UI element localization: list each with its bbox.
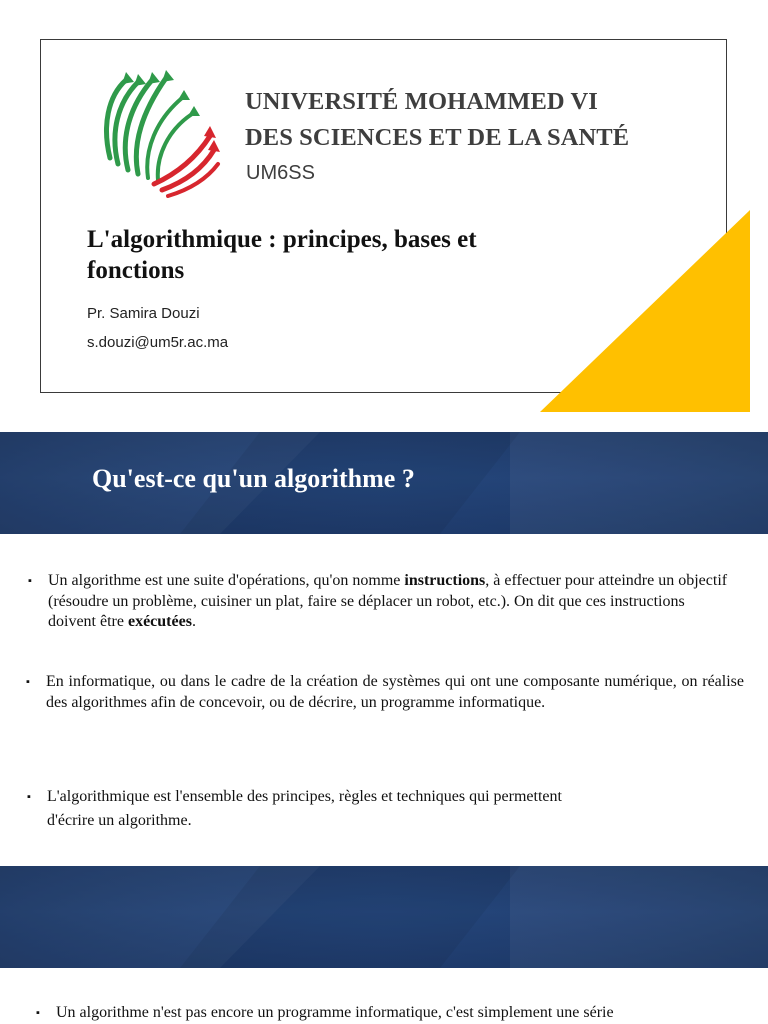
bullet-marker: ▪	[36, 1007, 40, 1019]
bullet-marker: ▪	[28, 575, 32, 587]
list-item: ▪ Un algorithme n'est pas encore un programme informatique, c'est simplement une série	[36, 1004, 614, 1021]
slide-heading: Qu'est-ce qu'un algorithme ?	[92, 464, 415, 493]
accent-triangle	[540, 210, 750, 412]
author-name: Pr. Samira Douzi	[87, 305, 200, 322]
list-item: ▪ L'algorithmique est l'ensemble des principes, règles et techniques qui permettent d'écrire un algorithme.	[27, 788, 562, 829]
university-logo-icon	[96, 66, 222, 198]
university-name-line2: DES SCIENCES ET DE LA SANTÉ	[245, 124, 630, 151]
banner-texture	[0, 866, 768, 968]
bullet-marker: ▪	[27, 791, 31, 803]
title-slide	[0, 0, 768, 432]
section-banner	[0, 866, 768, 968]
list-item: ▪ Un algorithme est une suite d'opérations, qu'on nomme instructions, à effectuer pour atteindre un objectif (résoudre un problème, cuisiner un plat, faire se déplacer un robot, etc.). On dit que ces instructions doivent être exécutées.	[28, 572, 728, 630]
presentation-title: L'algorithmique : principes, bases et fonctions	[87, 226, 477, 284]
university-abbreviation: UM6SS	[246, 162, 315, 184]
bullet-marker: ▪	[26, 676, 30, 688]
list-item: ▪ En informatique, ou dans le cadre de la création de systèmes qui ont une composante numérique, on réalise des algorithmes afin de concevoir, ou de décrire, un programme informatique.	[26, 673, 744, 711]
university-name-line1: UNIVERSITÉ MOHAMMED VI	[245, 88, 598, 115]
author-email: s.douzi@um5r.ac.ma	[87, 334, 229, 351]
